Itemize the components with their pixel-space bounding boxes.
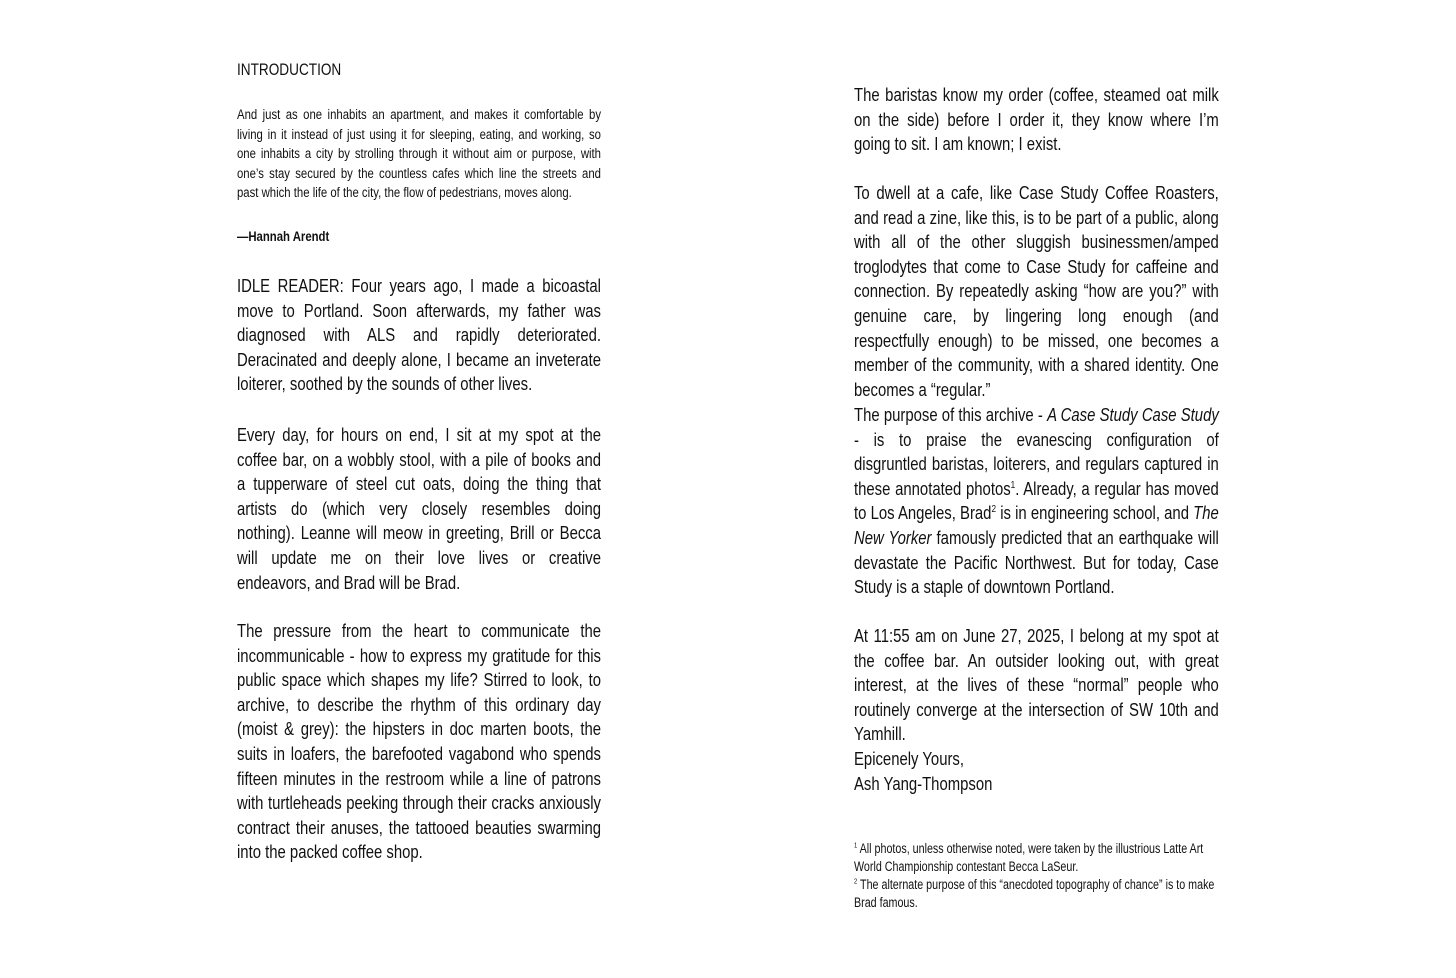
footnote-marker: 2 xyxy=(854,876,858,886)
body-paragraph: The pressure from the heart to communicate the incommunicable - how to express my gratitude for this public space which shapes my life? Stirred to look, to archive, to describe the rhythm of this ordinary day (moist & grey): the hipsters in doc marten boots, the suits in loafers, the barefooted vagabond who spends fifteen minutes in the restroom while a line of patrons with turtleheads peeking through their cracks anxiously contract their anuses, the tattooed beauties swarming into the packed coffee shop. xyxy=(237,620,601,863)
body-paragraph: IDLE READER: Four years ago, I made a bicoastal move to Portland. Soon afterwards, my father was diagnosed with ALS and rapidly deteriorated. Deracinated and deeply alone, I became an inveterate loiterer, soothed by the sounds of other lives. xyxy=(237,275,601,395)
epigraph-quote: And just as one inhabits an apartment, and makes it comfortable by living in it instead of just using it for sleeping, eating, and working, so one inhabits a city by strolling through it without aim or purpose, with one’s stay secured by the countless cafes which line the streets and past which the life of the city, the flow of pedestrians, moves along. xyxy=(237,107,601,202)
footnote xyxy=(854,840,1219,876)
body-paragraph: Every day, for hours on end, I sit at my spot at the coffee bar, on a wobbly stool, with a pile of books and a tupperware of steel cut oats, doing the thing that artists do (which very closely resembles doing nothing). Leanne will meow in greeting, Brill or Becca will update me on their love lives or creative endeavors, and Brad will be Brad. xyxy=(237,424,601,593)
publication-title: The New Yorker xyxy=(854,502,1219,548)
signoff-author: Ash Yang-Thompson xyxy=(854,772,993,794)
footnote-ref: 1 xyxy=(1010,479,1016,491)
footnote-marker: 1 xyxy=(854,840,858,850)
purpose-text: - is to praise the evanescing configuration of disgruntled baristas, loiterers, and regulars captured in these annotated photos xyxy=(854,428,1219,499)
purpose-text: is in engineering school, and xyxy=(996,502,1194,524)
footnotes xyxy=(854,840,1219,912)
epigraph-attribution: —Hannah Arendt xyxy=(237,229,330,245)
closing-paragraph: At 11:55 am on June 27, 2025, I belong at my spot at the coffee bar. An outsider looking out, with great interest, at the lives of these “normal” people who routinely converge at the intersection of SW 10th and Yamhill. xyxy=(854,625,1219,745)
purpose-text: . Already, a regular has moved to Los Angeles, Brad xyxy=(854,477,1219,524)
purpose-paragraph xyxy=(854,403,1219,600)
body-paragraph: The baristas know my order (coffee, steamed oat milk on the side) before I order it, they know where I’m going to sit. I am known; I exist. xyxy=(854,84,1219,155)
footnote-text: The alternate purpose of this “anecdoted topography of chance” is to make Brad famous. xyxy=(854,877,1215,910)
purpose-text: The purpose of this archive - xyxy=(854,404,1048,425)
purpose-text: famously predicted that an earthquake will devastate the Pacific Northwest. But for today, Case Study is a staple of downtown Portland. xyxy=(854,526,1219,598)
body-paragraph: To dwell at a cafe, like Case Study Coffee Roasters, and read a zine, like this, is to be part of a public, along with all of the other sluggish businessmen/amped troglodytes that come to Case Study for caffeine and connection. By repeatedly asking “how are you?” with genuine care, by lingering long enough (and respectfully enough) to be missed, one becomes a member of the community, with a shared identity. One becomes a “regular.” xyxy=(854,182,1219,400)
section-heading: INTRODUCTION xyxy=(237,60,342,79)
zine-title: A Case Study Case Study xyxy=(1047,404,1219,425)
signoff xyxy=(854,747,1219,796)
footnote-ref: 2 xyxy=(991,504,996,516)
signoff-salutation: Epicenely Yours, xyxy=(854,748,964,769)
footnote xyxy=(854,876,1219,912)
footnote-text: All photos, unless otherwise noted, were taken by the illustrious Latte Art World Championship contestant Becca LaSeur. xyxy=(854,841,1204,874)
